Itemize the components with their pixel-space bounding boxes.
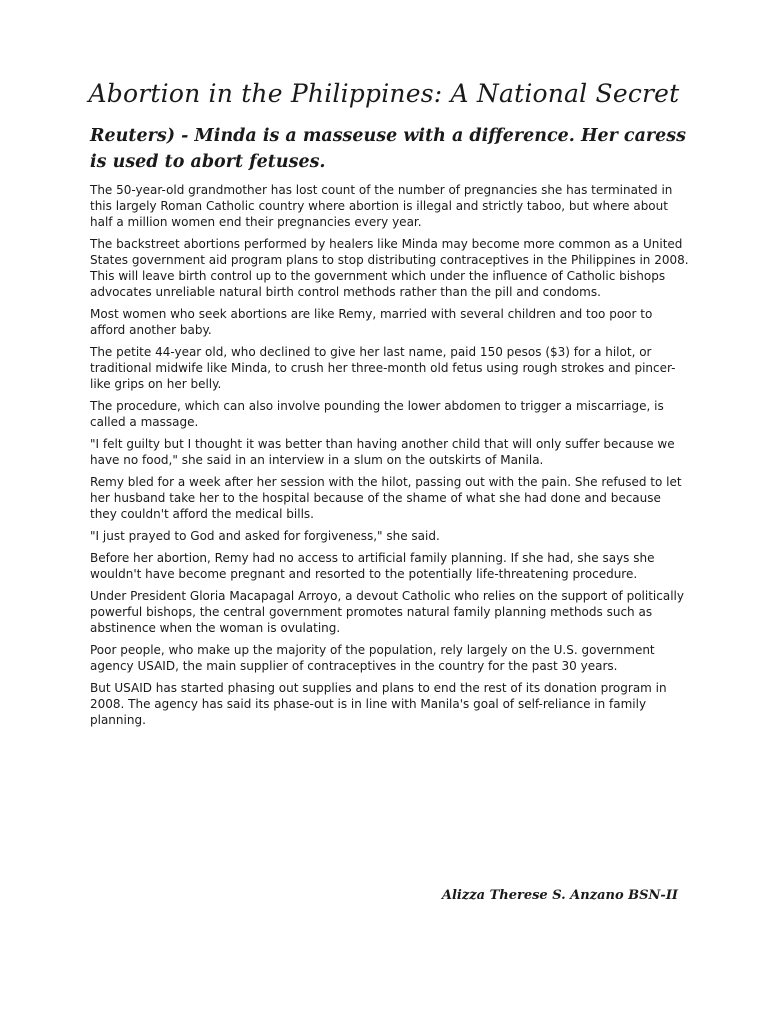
- paragraph-4: The petite 44-year old, who declined to give her last name, paid 150 pesos ($3) for a hilot, or traditional midwife like Minda, to crush her three-month old fetus using rough strokes and pincer-like grips on her belly.: [90, 345, 676, 391]
- author-signature: Alizza Therese S. Anzano BSN-II: [441, 888, 678, 903]
- document-title: Abortion in the Philippines: A National Secret: [88, 79, 680, 108]
- paragraph-6: "I felt guilty but I thought it was better than having another child that will only suffer because we have no food," she said in an interview in a slum on the outskirts of Manila.: [90, 437, 675, 467]
- paragraph-1: The 50-year-old grandmother has lost count of the number of pregnancies she has terminated in this largely Roman Catholic country where abortion is illegal and strictly taboo, but where about half a million women end their pregnancies every year.: [90, 183, 673, 229]
- article-body: [90, 182, 690, 734]
- paragraph-3: Most women who seek abortions are like Remy, married with several children and too poor to afford another baby.: [90, 307, 653, 337]
- paragraph-7: Remy bled for a week after her session with the hilot, passing out with the pain. She refused to let her husband take her to the hospital because of the shame of what she had done and because they couldn't afford the medical bills.: [90, 475, 682, 521]
- paragraph-8: "I just prayed to God and asked for forgiveness," she said.: [90, 529, 440, 543]
- paragraph-11: Poor people, who make up the majority of the population, rely largely on the U.S. government agency USAID, the main supplier of contraceptives in the country for the past 30 years.: [90, 643, 655, 673]
- lead-paragraph: Reuters) - Minda is a masseuse with a difference. Her caress is used to abort fetuses.: [90, 126, 686, 172]
- paragraph-12: But USAID has started phasing out supplies and plans to end the rest of its donation program in 2008. The agency has said its phase-out is in line with Manila's goal of self-reliance in family planning.: [90, 681, 667, 727]
- paragraph-2: The backstreet abortions performed by healers like Minda may become more common as a United States government aid program plans to stop distributing contraceptives in the Philippines in 2008. This will leave birth control up to the government which under the influence of Catholic bishops advocates unreliable natural birth control methods rather than the pill and condoms.: [90, 237, 689, 299]
- paragraph-9: Before her abortion, Remy had no access to artificial family planning. If she had, she says she wouldn't have become pregnant and resorted to the potentially life-threatening procedure.: [90, 551, 655, 581]
- paragraph-5: The procedure, which can also involve pounding the lower abdomen to trigger a miscarriage, is called a massage.: [90, 399, 664, 429]
- paragraph-10: Under President Gloria Macapagal Arroyo, a devout Catholic who relies on the support of politically powerful bishops, the central government promotes natural family planning methods such as abstinence when the woman is ovulating.: [90, 589, 684, 635]
